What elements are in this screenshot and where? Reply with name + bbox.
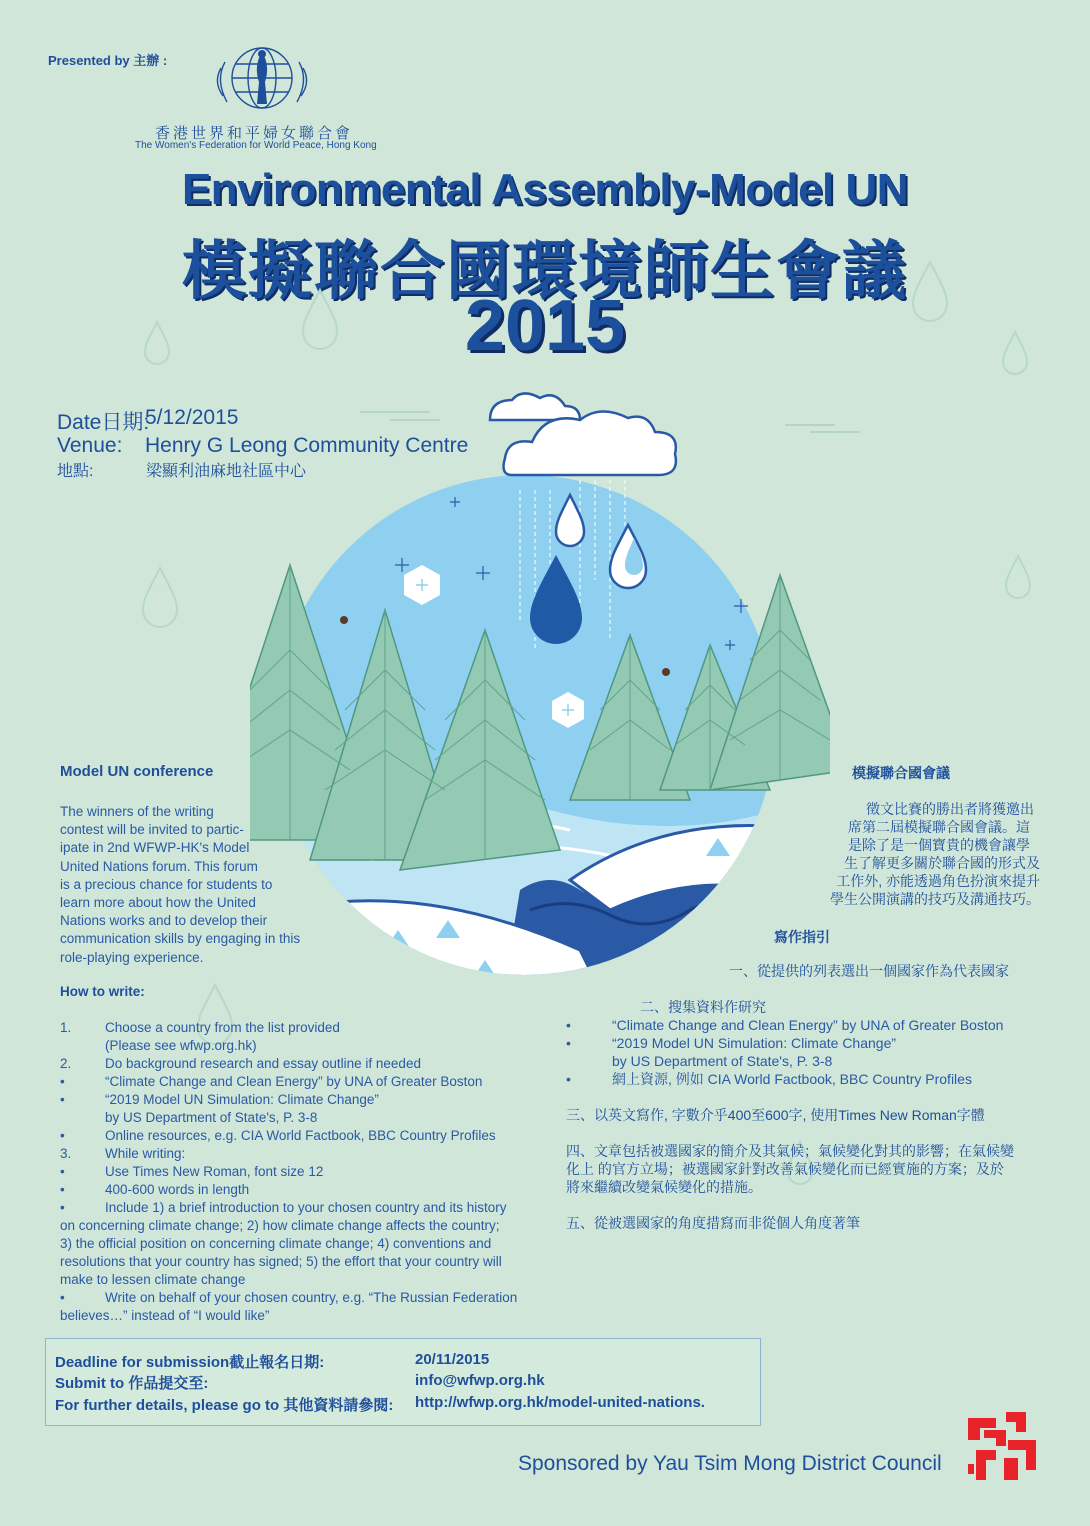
english-heading: Model UN conference bbox=[60, 763, 214, 780]
date-value: 5/12/2015 bbox=[145, 406, 239, 429]
list-marker: • bbox=[60, 1092, 65, 1107]
list-item: Include 1) a brief introduction to your chosen country and its history bbox=[105, 1200, 507, 1215]
cloud-icon bbox=[490, 393, 676, 475]
guide-step-1: 一、從提供的列表選出一個國家作為代表國家 bbox=[729, 963, 1009, 979]
list-item: Write on behalf of your chosen country, e.g. “The Russian Federation bbox=[105, 1290, 518, 1305]
list-item: “Climate Change and Clean Energy” by UNA of Greater Boston bbox=[105, 1074, 483, 1089]
details-url-link[interactable]: http://wfwp.org.hk/model-united-nations. bbox=[415, 1394, 705, 1411]
raindrop-icon bbox=[145, 322, 169, 364]
list-marker: • bbox=[60, 1290, 65, 1305]
raindrop-icon bbox=[1006, 556, 1030, 598]
submit-label: Submit to 作品提交至: bbox=[55, 1375, 209, 1392]
title-chinese: 模擬聯合國環境師生會議 bbox=[182, 235, 908, 307]
guide-step-3: 三、以英文寫作, 字數介乎400至600字, 使用Times New Roman字體 bbox=[566, 1107, 985, 1123]
presented-by-label: Presented by 主辦 : bbox=[48, 53, 168, 68]
how-to-write-heading: How to write: bbox=[60, 984, 145, 999]
list-item: “Climate Change and Clean Energy” by UNA of Greater Boston bbox=[612, 1017, 1004, 1033]
list-item-continued: resolutions that your country has signed; 5) the effort that your country will bbox=[60, 1254, 502, 1269]
list-item: “2019 Model UN Simulation: Climate Change” bbox=[612, 1035, 897, 1051]
list-marker: • bbox=[60, 1128, 65, 1143]
list-marker: • bbox=[60, 1182, 65, 1197]
sponsor-text: Sponsored by Yau Tsim Mong District Council bbox=[518, 1452, 942, 1475]
list-item-continued: believes…” instead of “I would like” bbox=[60, 1308, 270, 1323]
list-item: While writing: bbox=[105, 1146, 186, 1161]
list-item: Use Times New Roman, font size 12 bbox=[105, 1164, 324, 1179]
venue-value-zh: 梁顯利油麻地社區中心 bbox=[146, 463, 307, 480]
list-item-continued: 3) the official position on concerning climate change; 4) conventions and bbox=[60, 1236, 492, 1251]
guide-step-4: 四、文章包括被選國家的簡介及其氣候；氣候變化對其的影響；在氣候變 化上 的官方立場；被選國家針對改善氣候變化而已經實施的方案；及於 將來繼續改變氣候變化的措施。 bbox=[566, 1143, 1014, 1195]
list-item-continued: on concerning climate change; 2) how climate change affects the country; bbox=[60, 1218, 500, 1233]
date-label: Date日期: bbox=[57, 411, 150, 434]
deadline-box bbox=[45, 1338, 761, 1426]
details-label: For further details, please go to 其他資料請參閱: bbox=[55, 1397, 394, 1414]
title-english: Environmental Assembly-Model UN bbox=[181, 165, 909, 214]
list-marker: • bbox=[60, 1074, 65, 1089]
list-marker: • bbox=[60, 1200, 65, 1215]
deadline-label: Deadline for submission截止報名日期: bbox=[55, 1354, 325, 1371]
list-marker: • bbox=[60, 1164, 65, 1179]
list-marker: • bbox=[566, 1035, 571, 1051]
chinese-intro: 徵文比賽的勝出者將獲邀出 席第二屆模擬聯合國會議。這 是除了是一個寶貴的機會讓學 生了解更多關於聯合國的形式及 工作外, 亦能透過角色扮演來提升 學生公開演講的技巧及溝通技巧。 bbox=[830, 801, 1040, 907]
guide-step-2: 二、搜集資料作研究 bbox=[640, 999, 766, 1015]
org-name-zh: 香港世界和平婦女聯合會 bbox=[155, 124, 354, 142]
chinese-heading: 模擬聯合國會議 bbox=[852, 765, 950, 781]
writing-guide-heading: 寫作指引 bbox=[774, 929, 830, 945]
list-marker: • bbox=[566, 1071, 571, 1087]
list-item: by US Department of State's, P. 3-8 bbox=[105, 1110, 318, 1125]
raindrop-icon bbox=[143, 568, 177, 627]
list-marker: 1. bbox=[60, 1020, 72, 1035]
raindrop-icon bbox=[1003, 332, 1027, 374]
list-item: 網上資源, 例如 CIA World Factbook, BBC Country Profiles bbox=[612, 1071, 972, 1087]
org-name-en: The Women's Federation for World Peace, Hong Kong bbox=[135, 140, 377, 151]
raindrop-icon bbox=[303, 290, 337, 349]
list-marker: 3. bbox=[60, 1146, 72, 1161]
venue-value: Henry G Leong Community Centre bbox=[145, 434, 469, 457]
list-item: 400-600 words in length bbox=[105, 1182, 250, 1197]
title-year: 2015 bbox=[464, 286, 626, 366]
list-item: (Please see wfwp.org.hk) bbox=[105, 1038, 257, 1053]
deadline-value: 20/11/2015 bbox=[415, 1351, 490, 1368]
list-item: Online resources, e.g. CIA World Factbook, BBC Country Profiles bbox=[105, 1128, 496, 1143]
list-item: “2019 Model UN Simulation: Climate Change” bbox=[105, 1092, 379, 1107]
list-marker: • bbox=[566, 1017, 571, 1033]
district-council-logo-icon bbox=[966, 1410, 1038, 1482]
venue-label: Venue: bbox=[57, 434, 123, 457]
venue-label-zh: 地點: bbox=[57, 463, 94, 480]
environment-illustration bbox=[250, 390, 830, 1010]
guide-step-5: 五、從被選國家的角度措寫而非從個人角度著筆 bbox=[566, 1215, 860, 1231]
list-marker: 2. bbox=[60, 1056, 72, 1071]
english-intro: The winners of the writing contest will be invited to partic- ipate in 2nd WFWP-HK's Model United Nations forum. This forum is a precious chance for students to learn more about how the United Nations works and to develop their communication skills by engaging in this role-playing experience. bbox=[60, 804, 301, 965]
raindrop-icon bbox=[913, 262, 947, 321]
list-item: by US Department of State's, P. 3-8 bbox=[612, 1053, 833, 1069]
list-item: Do background research and essay outline if needed bbox=[105, 1056, 421, 1071]
list-item: Choose a country from the list provided bbox=[105, 1020, 340, 1035]
list-item-continued: make to lessen climate change bbox=[60, 1272, 246, 1287]
submit-email-link[interactable]: info@wfwp.org.hk bbox=[415, 1372, 545, 1389]
